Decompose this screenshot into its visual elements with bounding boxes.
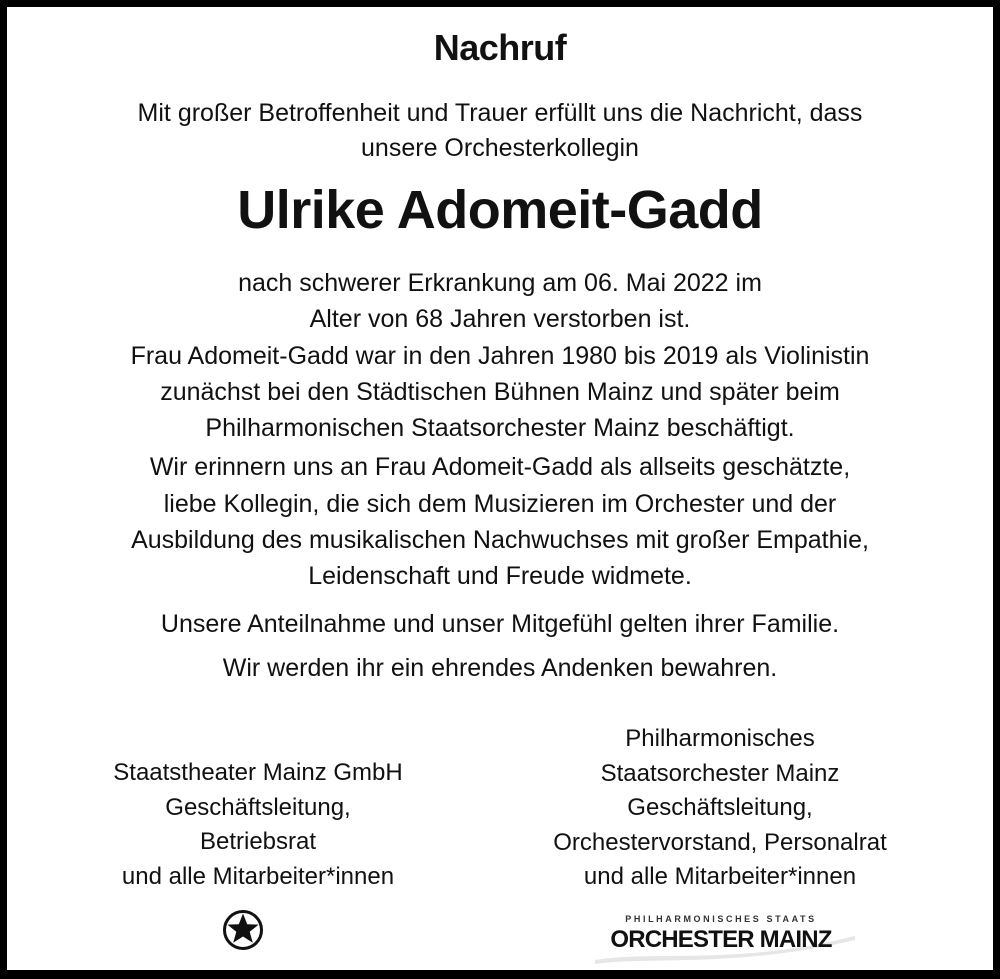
paragraph-4: Wir werden ihr ein ehrendes Andenken bewahren.	[222, 654, 778, 682]
notice-title: Nachruf	[433, 27, 567, 68]
star-in-circle-icon	[222, 909, 264, 951]
paragraph-1-line-5: Philharmonischen Staatsorchester Mainz beschäftigt.	[205, 414, 795, 442]
paragraph-1-line-2: Alter von 68 Jahren verstorben ist.	[309, 305, 691, 333]
signature-left-line-1: Staatstheater Mainz GmbH	[113, 759, 403, 786]
logo-big-text: ORCHESTER MAINZ	[610, 926, 832, 953]
signature-right	[520, 722, 920, 895]
paragraph-2-line-1: Wir erinnern uns an Frau Adomeit-Gadd als allseits geschätzte,	[149, 453, 851, 481]
logo-small-text: PHILHARMONISCHES STAATS	[625, 914, 817, 924]
signature-left	[58, 756, 458, 894]
paragraph-2-line-2: liebe Kollegin, die sich dem Musizieren im Orchester und der	[163, 490, 837, 518]
paragraph-2-line-3: Ausbildung des musikalischen Nachwuchses mit großer Empathie,	[131, 526, 869, 554]
signature-right-line-4: Orchestervorstand, Personalrat	[553, 828, 887, 856]
intro-line-2: unsere Orchesterkollegin	[361, 134, 639, 162]
paragraph-1-line-4: zunächst bei den Städtischen Bühnen Mainz und später beim	[160, 378, 840, 406]
signature-right-line-3: Geschäftsleitung,	[627, 794, 813, 821]
paragraph-1-line-1: nach schwerer Erkrankung am 06. Mai 2022 im	[238, 269, 762, 297]
orchestra-logo	[605, 912, 837, 958]
signature-left-line-4: und alle Mitarbeiter*innen	[121, 862, 395, 890]
intro-line-1: Mit großer Betroffenheit und Trauer erfüllt uns die Nachricht, dass	[137, 99, 863, 127]
signature-right-line-5: und alle Mitarbeiter*innen	[583, 863, 857, 890]
signature-right-line-2: Staatsorchester Mainz	[600, 759, 840, 787]
paragraph-1-line-3: Frau Adomeit-Gadd war in den Jahren 1980 bis 2019 als Violinistin	[130, 342, 870, 370]
signature-left-line-2: Geschäftsleitung,	[165, 793, 351, 821]
paragraph-2-line-4: Leidenschaft und Freude widmete.	[308, 562, 692, 590]
paragraph-3: Unsere Anteilnahme und unser Mitgefühl gelten ihrer Familie.	[160, 610, 840, 638]
signature-left-line-3: Betriebsrat	[199, 828, 317, 855]
signature-right-line-1: Philharmonisches	[625, 725, 815, 752]
deceased-name: Ulrike Adomeit-Gadd	[237, 180, 763, 240]
